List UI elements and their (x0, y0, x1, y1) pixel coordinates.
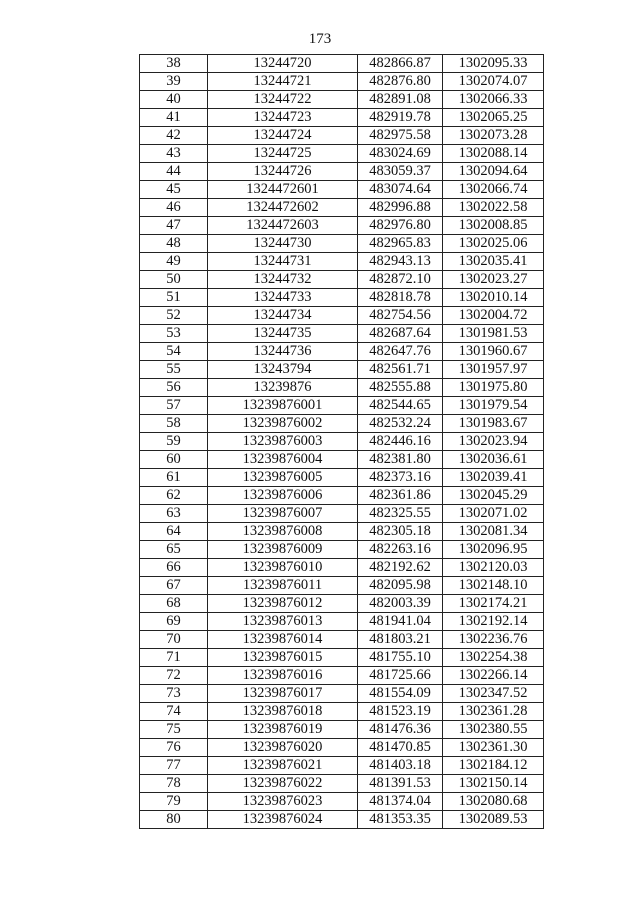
point-number-cell: 72 (140, 667, 208, 685)
point-id-cell: 13239876003 (208, 433, 358, 451)
point-number-cell: 55 (140, 361, 208, 379)
point-id-cell: 13244720 (208, 55, 358, 73)
point-id-cell: 13244722 (208, 91, 358, 109)
point-id-cell: 13244731 (208, 253, 358, 271)
x-coordinate-cell: 482305.18 (358, 523, 443, 541)
table-row (140, 487, 544, 505)
point-number-cell: 66 (140, 559, 208, 577)
point-number-cell: 59 (140, 433, 208, 451)
point-id-cell: 13244724 (208, 127, 358, 145)
table-row (140, 91, 544, 109)
table-row (140, 289, 544, 307)
point-id-cell: 13244726 (208, 163, 358, 181)
point-id-cell: 13239876009 (208, 541, 358, 559)
table-row (140, 649, 544, 667)
y-coordinate-cell: 1302065.25 (443, 109, 544, 127)
y-coordinate-cell: 1302036.61 (443, 451, 544, 469)
point-id-cell: 13239876005 (208, 469, 358, 487)
x-coordinate-cell: 482361.86 (358, 487, 443, 505)
table-row (140, 415, 544, 433)
x-coordinate-cell: 481476.36 (358, 721, 443, 739)
x-coordinate-cell: 481403.18 (358, 757, 443, 775)
y-coordinate-cell: 1302045.29 (443, 487, 544, 505)
point-id-cell: 13244736 (208, 343, 358, 361)
table-row (140, 559, 544, 577)
x-coordinate-cell: 483059.37 (358, 163, 443, 181)
point-id-cell: 13239876010 (208, 559, 358, 577)
y-coordinate-cell: 1302023.94 (443, 433, 544, 451)
point-id-cell: 13244721 (208, 73, 358, 91)
x-coordinate-cell: 482381.80 (358, 451, 443, 469)
x-coordinate-cell: 482866.87 (358, 55, 443, 73)
point-id-cell: 13239876013 (208, 613, 358, 631)
x-coordinate-cell: 482687.64 (358, 325, 443, 343)
point-number-cell: 40 (140, 91, 208, 109)
point-number-cell: 73 (140, 685, 208, 703)
point-id-cell: 13239876012 (208, 595, 358, 613)
point-number-cell: 46 (140, 199, 208, 217)
point-number-cell: 41 (140, 109, 208, 127)
point-id-cell: 13239876022 (208, 775, 358, 793)
x-coordinate-cell: 481803.21 (358, 631, 443, 649)
point-number-cell: 80 (140, 811, 208, 829)
y-coordinate-cell: 1302035.41 (443, 253, 544, 271)
point-number-cell: 45 (140, 181, 208, 199)
point-id-cell: 13239876004 (208, 451, 358, 469)
x-coordinate-cell: 482263.16 (358, 541, 443, 559)
point-id-cell: 13239876001 (208, 397, 358, 415)
y-coordinate-cell: 1302025.06 (443, 235, 544, 253)
x-coordinate-cell: 481725.66 (358, 667, 443, 685)
x-coordinate-cell: 482876.80 (358, 73, 443, 91)
table-row (140, 613, 544, 631)
table-row (140, 739, 544, 757)
point-number-cell: 69 (140, 613, 208, 631)
point-number-cell: 48 (140, 235, 208, 253)
point-number-cell: 61 (140, 469, 208, 487)
table-row (140, 541, 544, 559)
point-number-cell: 70 (140, 631, 208, 649)
point-id-cell: 1324472602 (208, 199, 358, 217)
table-row (140, 595, 544, 613)
x-coordinate-cell: 481374.04 (358, 793, 443, 811)
point-number-cell: 79 (140, 793, 208, 811)
point-number-cell: 49 (140, 253, 208, 271)
point-id-cell: 1324472601 (208, 181, 358, 199)
table-row (140, 703, 544, 721)
y-coordinate-cell: 1302004.72 (443, 307, 544, 325)
x-coordinate-cell: 482647.76 (358, 343, 443, 361)
table-row (140, 397, 544, 415)
y-coordinate-cell: 1302081.34 (443, 523, 544, 541)
table-row (140, 127, 544, 145)
table-row (140, 343, 544, 361)
x-coordinate-cell: 482555.88 (358, 379, 443, 397)
point-number-cell: 44 (140, 163, 208, 181)
y-coordinate-cell: 1302074.07 (443, 73, 544, 91)
point-number-cell: 75 (140, 721, 208, 739)
table-row (140, 667, 544, 685)
y-coordinate-cell: 1302089.53 (443, 811, 544, 829)
y-coordinate-cell: 1302174.21 (443, 595, 544, 613)
coordinates-table-body (140, 55, 544, 829)
y-coordinate-cell: 1301979.54 (443, 397, 544, 415)
y-coordinate-cell: 1302192.14 (443, 613, 544, 631)
point-number-cell: 62 (140, 487, 208, 505)
y-coordinate-cell: 1302039.41 (443, 469, 544, 487)
point-number-cell: 43 (140, 145, 208, 163)
x-coordinate-cell: 482446.16 (358, 433, 443, 451)
point-id-cell: 13239876018 (208, 703, 358, 721)
point-id-cell: 13239876002 (208, 415, 358, 433)
point-number-cell: 67 (140, 577, 208, 595)
table-row (140, 721, 544, 739)
x-coordinate-cell: 481391.53 (358, 775, 443, 793)
y-coordinate-cell: 1302094.64 (443, 163, 544, 181)
x-coordinate-cell: 482943.13 (358, 253, 443, 271)
x-coordinate-cell: 481554.09 (358, 685, 443, 703)
point-number-cell: 57 (140, 397, 208, 415)
table-row (140, 145, 544, 163)
table-row (140, 631, 544, 649)
y-coordinate-cell: 1301981.53 (443, 325, 544, 343)
table-row (140, 451, 544, 469)
point-id-cell: 13239876021 (208, 757, 358, 775)
y-coordinate-cell: 1302254.38 (443, 649, 544, 667)
y-coordinate-cell: 1302361.30 (443, 739, 544, 757)
y-coordinate-cell: 1301975.80 (443, 379, 544, 397)
y-coordinate-cell: 1301983.67 (443, 415, 544, 433)
point-id-cell: 13239876014 (208, 631, 358, 649)
point-number-cell: 77 (140, 757, 208, 775)
x-coordinate-cell: 481941.04 (358, 613, 443, 631)
coordinates-table (139, 54, 544, 829)
point-id-cell: 13243794 (208, 361, 358, 379)
point-number-cell: 58 (140, 415, 208, 433)
table-row (140, 199, 544, 217)
point-number-cell: 47 (140, 217, 208, 235)
table-row (140, 307, 544, 325)
point-number-cell: 52 (140, 307, 208, 325)
point-number-cell: 38 (140, 55, 208, 73)
point-id-cell: 13239876016 (208, 667, 358, 685)
x-coordinate-cell: 482095.98 (358, 577, 443, 595)
y-coordinate-cell: 1302080.68 (443, 793, 544, 811)
point-id-cell: 13244723 (208, 109, 358, 127)
point-id-cell: 13244730 (208, 235, 358, 253)
table-row (140, 181, 544, 199)
table-row (140, 163, 544, 181)
point-number-cell: 54 (140, 343, 208, 361)
point-id-cell: 13239876015 (208, 649, 358, 667)
x-coordinate-cell: 482976.80 (358, 217, 443, 235)
point-id-cell: 13239876 (208, 379, 358, 397)
point-number-cell: 39 (140, 73, 208, 91)
table-row (140, 217, 544, 235)
y-coordinate-cell: 1302380.55 (443, 721, 544, 739)
y-coordinate-cell: 1302361.28 (443, 703, 544, 721)
y-coordinate-cell: 1302120.03 (443, 559, 544, 577)
table-row (140, 109, 544, 127)
point-number-cell: 71 (140, 649, 208, 667)
point-id-cell: 13239876019 (208, 721, 358, 739)
point-number-cell: 76 (140, 739, 208, 757)
y-coordinate-cell: 1302150.14 (443, 775, 544, 793)
point-id-cell: 1324472603 (208, 217, 358, 235)
table-row (140, 523, 544, 541)
x-coordinate-cell: 483024.69 (358, 145, 443, 163)
y-coordinate-cell: 1302023.27 (443, 271, 544, 289)
table-row (140, 505, 544, 523)
point-number-cell: 60 (140, 451, 208, 469)
point-number-cell: 56 (140, 379, 208, 397)
point-number-cell: 74 (140, 703, 208, 721)
point-id-cell: 13239876020 (208, 739, 358, 757)
point-id-cell: 13239876017 (208, 685, 358, 703)
point-id-cell: 13244733 (208, 289, 358, 307)
point-id-cell: 13239876023 (208, 793, 358, 811)
point-number-cell: 53 (140, 325, 208, 343)
point-id-cell: 13244732 (208, 271, 358, 289)
table-row (140, 235, 544, 253)
x-coordinate-cell: 482003.39 (358, 595, 443, 613)
table-row (140, 469, 544, 487)
point-number-cell: 64 (140, 523, 208, 541)
x-coordinate-cell: 482919.78 (358, 109, 443, 127)
table-row (140, 685, 544, 703)
x-coordinate-cell: 482891.08 (358, 91, 443, 109)
table-row (140, 325, 544, 343)
x-coordinate-cell: 482325.55 (358, 505, 443, 523)
y-coordinate-cell: 1302148.10 (443, 577, 544, 595)
y-coordinate-cell: 1302184.12 (443, 757, 544, 775)
x-coordinate-cell: 482561.71 (358, 361, 443, 379)
table-row (140, 361, 544, 379)
y-coordinate-cell: 1302266.14 (443, 667, 544, 685)
point-number-cell: 50 (140, 271, 208, 289)
y-coordinate-cell: 1302073.28 (443, 127, 544, 145)
point-number-cell: 42 (140, 127, 208, 145)
y-coordinate-cell: 1302066.74 (443, 181, 544, 199)
y-coordinate-cell: 1302095.33 (443, 55, 544, 73)
point-number-cell: 51 (140, 289, 208, 307)
x-coordinate-cell: 481755.10 (358, 649, 443, 667)
x-coordinate-cell: 482532.24 (358, 415, 443, 433)
table-row (140, 253, 544, 271)
point-number-cell: 63 (140, 505, 208, 523)
table-row (140, 757, 544, 775)
point-id-cell: 13244735 (208, 325, 358, 343)
page-number: 173 (308, 31, 332, 47)
y-coordinate-cell: 1302071.02 (443, 505, 544, 523)
x-coordinate-cell: 482996.88 (358, 199, 443, 217)
x-coordinate-cell: 483074.64 (358, 181, 443, 199)
point-id-cell: 13239876011 (208, 577, 358, 595)
x-coordinate-cell: 482754.56 (358, 307, 443, 325)
x-coordinate-cell: 482192.62 (358, 559, 443, 577)
point-number-cell: 68 (140, 595, 208, 613)
point-number-cell: 78 (140, 775, 208, 793)
table-row (140, 271, 544, 289)
y-coordinate-cell: 1301960.67 (443, 343, 544, 361)
table-row (140, 55, 544, 73)
y-coordinate-cell: 1302010.14 (443, 289, 544, 307)
table-row (140, 775, 544, 793)
x-coordinate-cell: 481470.85 (358, 739, 443, 757)
y-coordinate-cell: 1302088.14 (443, 145, 544, 163)
point-id-cell: 13239876008 (208, 523, 358, 541)
x-coordinate-cell: 482965.83 (358, 235, 443, 253)
point-id-cell: 13239876006 (208, 487, 358, 505)
y-coordinate-cell: 1302066.33 (443, 91, 544, 109)
point-id-cell: 13244734 (208, 307, 358, 325)
table-row (140, 577, 544, 595)
y-coordinate-cell: 1302022.58 (443, 199, 544, 217)
table-row (140, 73, 544, 91)
table-row (140, 811, 544, 829)
point-number-cell: 65 (140, 541, 208, 559)
point-id-cell: 13239876024 (208, 811, 358, 829)
table-row (140, 793, 544, 811)
point-id-cell: 13244725 (208, 145, 358, 163)
table-row (140, 433, 544, 451)
x-coordinate-cell: 482872.10 (358, 271, 443, 289)
y-coordinate-cell: 1302096.95 (443, 541, 544, 559)
x-coordinate-cell: 482975.58 (358, 127, 443, 145)
x-coordinate-cell: 481353.35 (358, 811, 443, 829)
x-coordinate-cell: 482818.78 (358, 289, 443, 307)
y-coordinate-cell: 1302236.76 (443, 631, 544, 649)
x-coordinate-cell: 482544.65 (358, 397, 443, 415)
point-id-cell: 13239876007 (208, 505, 358, 523)
table-row (140, 379, 544, 397)
y-coordinate-cell: 1301957.97 (443, 361, 544, 379)
y-coordinate-cell: 1302347.52 (443, 685, 544, 703)
y-coordinate-cell: 1302008.85 (443, 217, 544, 235)
x-coordinate-cell: 482373.16 (358, 469, 443, 487)
x-coordinate-cell: 481523.19 (358, 703, 443, 721)
